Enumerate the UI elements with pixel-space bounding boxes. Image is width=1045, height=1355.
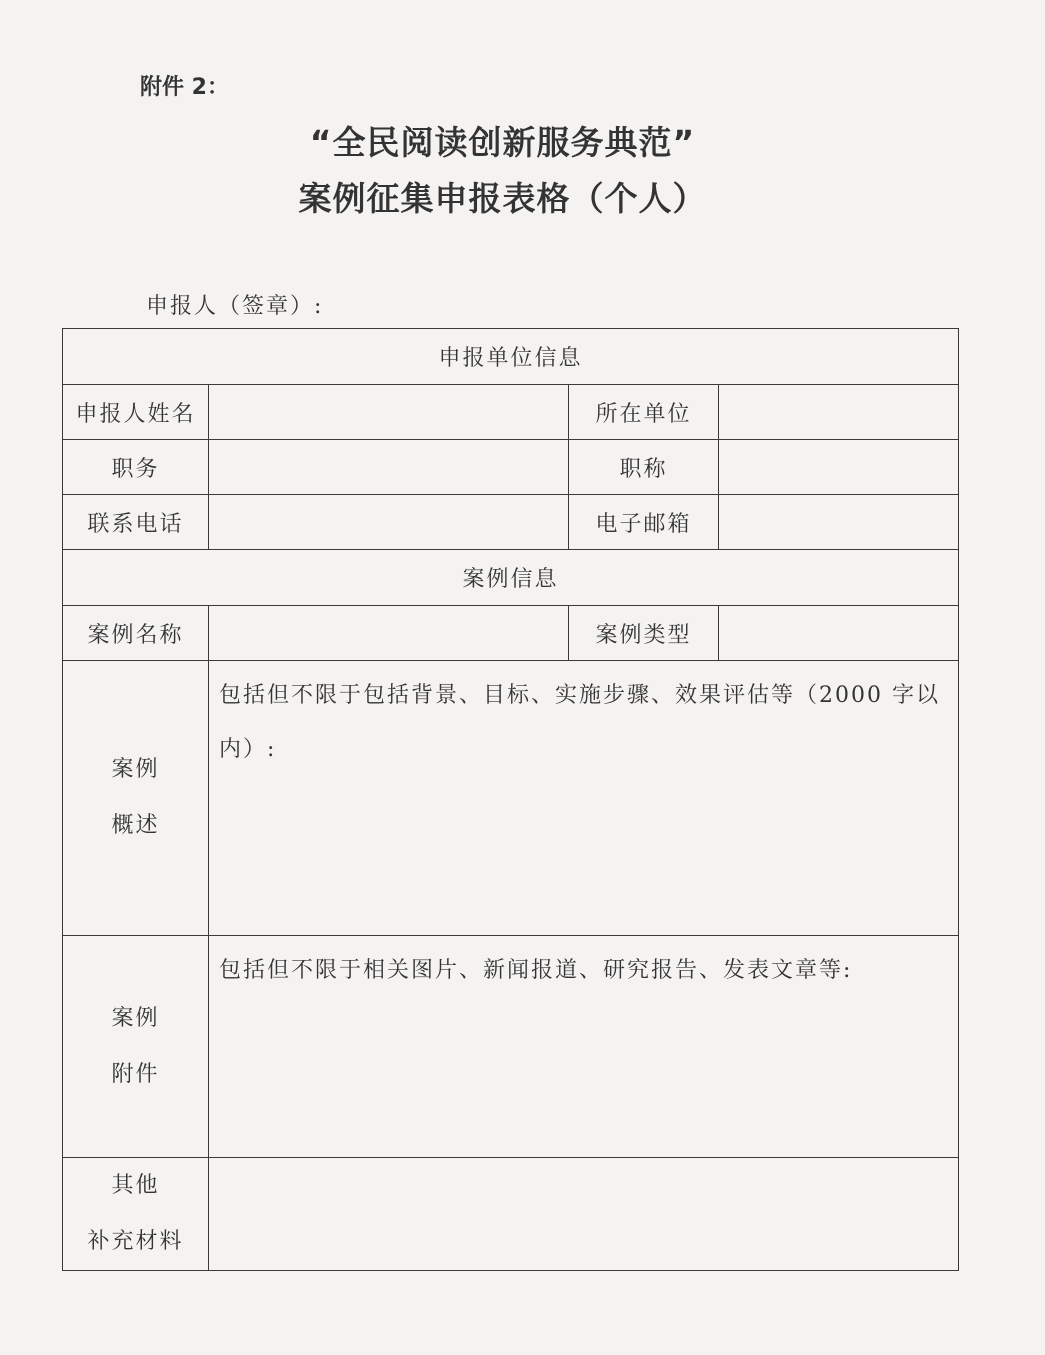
case-name-field[interactable] <box>209 606 569 661</box>
case-overview-label <box>63 661 209 936</box>
title-line-1: “全民阅读创新服务典范” <box>309 123 696 162</box>
email-label: 电子邮箱 <box>569 495 719 550</box>
section-header-case-info: 案例信息 <box>63 550 959 606</box>
applicant-signature-label: 申报人（签章）: <box>146 294 324 319</box>
unit-label: 所在单位 <box>569 385 719 440</box>
case-attachment-field[interactable] <box>209 936 959 1158</box>
name-label: 申报人姓名 <box>63 385 209 440</box>
case-name-label: 案例名称 <box>63 606 209 661</box>
case-attachment-label-line2: 附件 <box>111 1061 160 1087</box>
application-form-table <box>62 328 959 1271</box>
phone-field[interactable] <box>209 495 569 550</box>
other-materials-label-line1: 其他 <box>111 1173 160 1198</box>
position-label: 职务 <box>63 440 209 495</box>
name-field[interactable] <box>209 385 569 440</box>
unit-field[interactable] <box>719 385 959 440</box>
email-field[interactable] <box>719 495 959 550</box>
case-type-field[interactable] <box>719 606 959 661</box>
title-label: 职称 <box>569 440 719 495</box>
case-overview-label-line2: 概述 <box>111 813 160 838</box>
other-materials-label-line2: 补充材料 <box>87 1229 184 1254</box>
attachment-label: 附件 2： <box>140 75 229 100</box>
case-overview-label-line1: 案例 <box>111 757 160 782</box>
case-overview-field[interactable] <box>209 661 959 936</box>
phone-label: 联系电话 <box>63 495 209 550</box>
other-materials-field[interactable] <box>209 1158 959 1271</box>
other-materials-label <box>63 1158 209 1271</box>
case-attachment-instructions: 包括但不限于相关图片、新闻报道、研究报告、发表文章等: <box>219 958 853 983</box>
case-attachment-label <box>63 936 209 1158</box>
position-field[interactable] <box>209 440 569 495</box>
title-line-2: 案例征集申报表格（个人） <box>298 179 707 218</box>
case-overview-instructions: 包括但不限于包括背景、目标、实施步骤、效果评估等（2000 字以内）: <box>219 683 940 762</box>
title-field[interactable] <box>719 440 959 495</box>
case-type-label: 案例类型 <box>569 606 719 661</box>
case-attachment-label-line1: 案例 <box>111 1005 160 1031</box>
section-header-unit-info: 申报单位信息 <box>63 329 959 385</box>
